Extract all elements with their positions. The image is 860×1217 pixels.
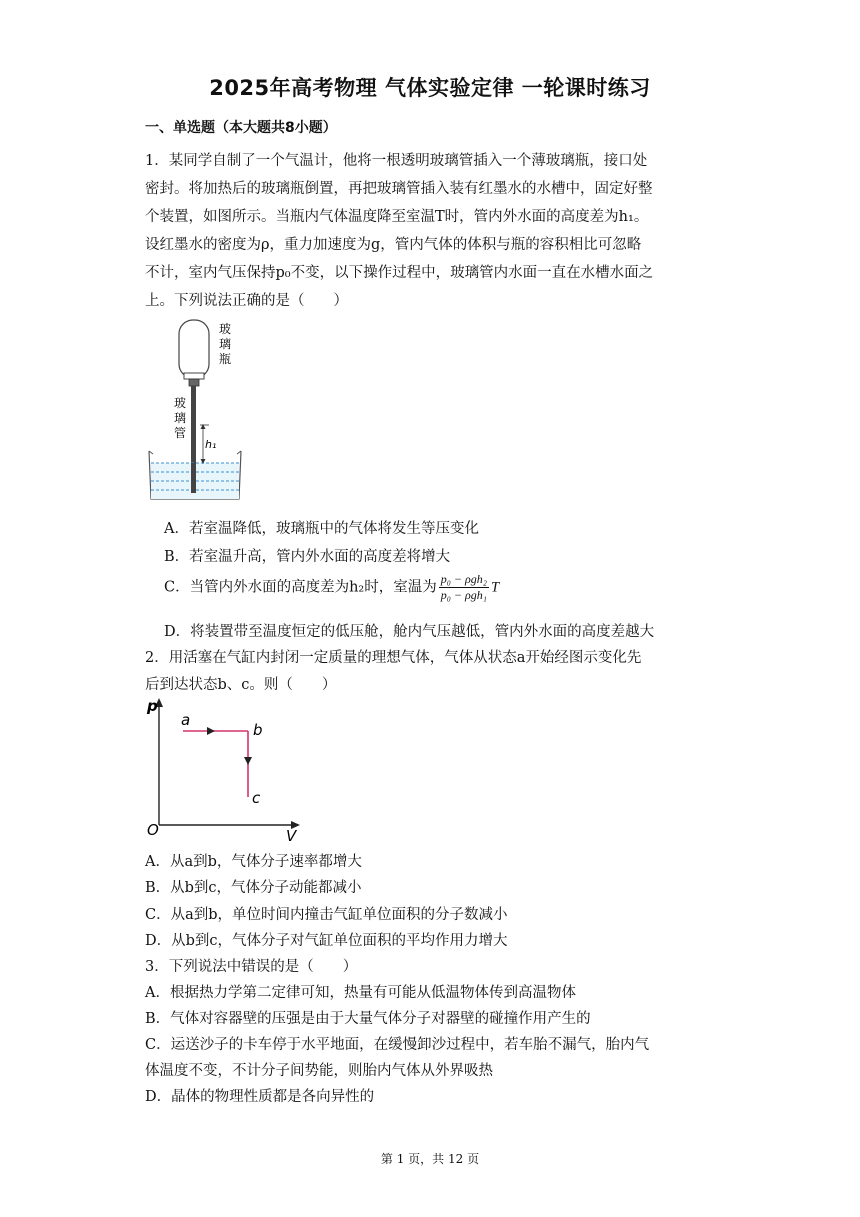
v-axis-label: V [286, 827, 297, 843]
bottle-label: 玻 [219, 322, 232, 336]
q2-option-b: B．从b到c，气体分子动能都减小 [145, 880, 362, 896]
q1-stem-line: 设红墨水的密度为ρ，重力加速度为g，管内气体的体积与瓶的容积相比可忽略 [145, 237, 642, 253]
pv-graph-figure [145, 695, 310, 843]
h1-label: h₁ [205, 438, 217, 451]
q2-option-c: C．从a到b，单位时间内撞击气缸单位面积的分子数减小 [145, 907, 508, 923]
tube-label: 玻 [174, 396, 187, 410]
q1-option-d: D．将装置带至温度恒定的低压舱，舱内气压越低，管内外水面的高度差越大 [164, 624, 655, 640]
svg-text:璃: 璃 [174, 411, 187, 425]
state-a-label: a [181, 711, 191, 729]
origin-label: O [147, 821, 159, 839]
q2-stem-line: 2．用活塞在气缸内封闭一定质量的理想气体，气体从状态a开始经图示变化先 [145, 650, 642, 666]
q3-option-b: B．气体对容器壁的压强是由于大量气体分子对器壁的碰撞作用产生的 [145, 1011, 591, 1027]
q3-stem: 3．下列说法中错误的是（ ） [145, 959, 358, 975]
seal-plug [189, 379, 199, 386]
state-c-label: c [252, 789, 261, 807]
svg-text:瓶: 瓶 [219, 352, 232, 366]
q1-stem-line: 密封。将加热后的玻璃瓶倒置，再把玻璃管插入装有红墨水的水槽中，固定好整 [145, 181, 653, 197]
svg-text:管: 管 [174, 426, 187, 440]
q1-option-a: A．若室温降低，玻璃瓶中的气体将发生等压变化 [164, 521, 479, 537]
q1-option-b: B．若室温升高，管内外水面的高度差将增大 [164, 549, 451, 565]
q1-stem-line: 不计，室内气压保持p₀不变，以下操作过程中，玻璃管内水面一直在水槽水面之 [145, 265, 654, 281]
q2-stem-line: 后到达状态b、c。则（ ） [145, 677, 337, 693]
svg-text:璃: 璃 [219, 337, 232, 351]
q3-option-c-cont: 体温度不变，不计分子间势能，则胎内气体从外界吸热 [145, 1063, 493, 1079]
thermometer-apparatus-figure [145, 315, 255, 507]
q1-option-c: C．当管内外水面的高度差为h₂时，室温为 $\frac{\text{p₀ − ρgh₂}}{\text{p₀ − ρgh₁}}$ T [164, 572, 500, 602]
q3-option-d: D．晶体的物理性质都是各向异性的 [145, 1089, 375, 1105]
section-heading: 一、单选题（本大题共8小题） [145, 120, 337, 136]
bottle-neck [184, 373, 204, 379]
p-axis-label: p [147, 697, 158, 715]
state-b-label: b [253, 721, 263, 739]
page-footer: 第 1 页，共 12 页 [380, 1152, 480, 1166]
q1-stem-line: 个装置，如图所示。当瓶内气体温度降至室温T时，管内外水面的高度差为h₁。 [145, 209, 649, 225]
q3-option-a: A．根据热力学第二定律可知，热量有可能从低温物体传到高温物体 [145, 985, 576, 1001]
q2-option-d: D．从b到c，气体分子对气缸单位面积的平均作用力增大 [145, 933, 508, 949]
q3-option-c: C．运送沙子的卡车停于水平地面，在缓慢卸沙过程中，若车胎不漏气，胎内气 [145, 1037, 650, 1053]
page-title: 2025年高考物理 气体实验定律 一轮课时练习 [209, 76, 651, 100]
c-temperature-fraction: $\frac{\text{p₀ − ρgh₂}}{\text{p₀ − ρgh₁}}$ [440, 572, 487, 602]
q2-option-a: A．从a到b，气体分子速率都增大 [145, 854, 362, 870]
q1-stem-line: 1．某同学自制了一个气温计，他将一根透明玻璃管插入一个薄玻璃瓶，接口处 [145, 153, 648, 169]
q1-stem-line: 上。下列说法正确的是（ ） [145, 293, 348, 309]
bottle-body [179, 320, 209, 378]
